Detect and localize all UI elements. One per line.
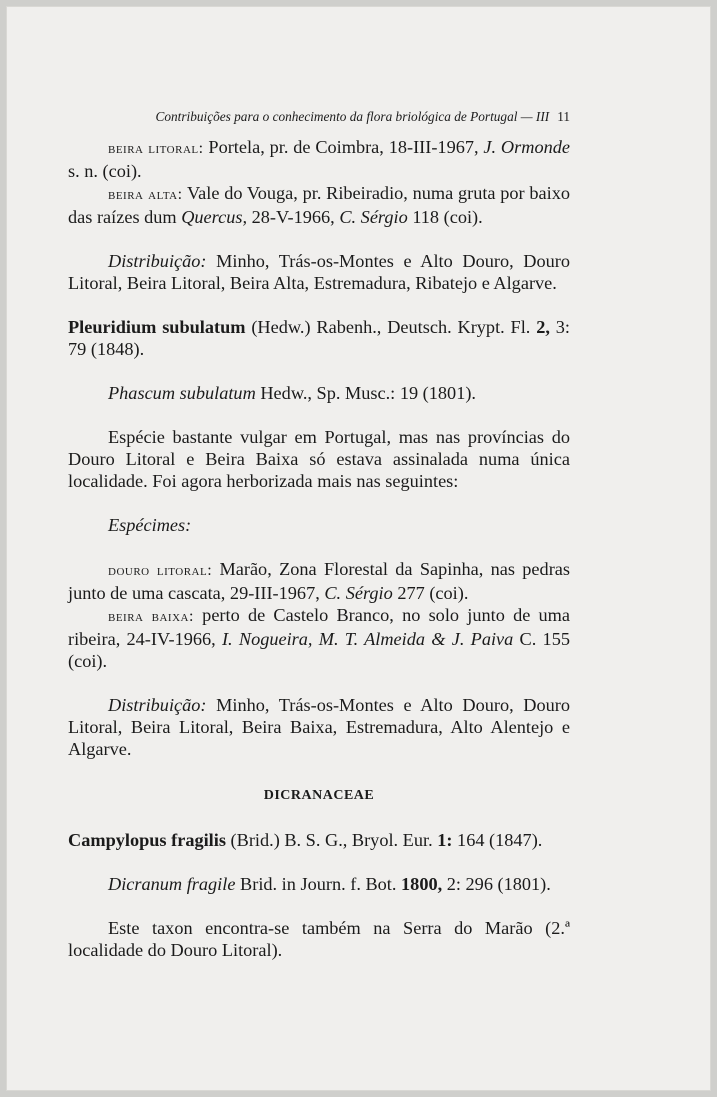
synonym-citation: Brid. in Journ. f. Bot. — [240, 874, 397, 894]
species-heading — [68, 316, 570, 360]
specimen-entry — [68, 136, 570, 182]
entry-text: C. 155 (coi). — [68, 629, 570, 671]
entry-text: Marão, Zona Florestal da Sapinha, nas pedras junto de uma cascata, 29-III-1967, — [68, 559, 571, 603]
entry-text: perto de Castelo Branco, no solo junto de uma ribeira, 24-IV-1966, — [68, 605, 571, 649]
region-label: beira alta: — [108, 186, 183, 203]
species-name: Pleuridium subulatum — [68, 317, 246, 337]
entry-text: s. n. (coi). — [68, 161, 142, 181]
collector: C. Sérgio — [339, 207, 408, 227]
species-heading — [68, 829, 570, 851]
synonym-citation: Hedw., Sp. Musc.: 19 (1801). — [260, 383, 476, 403]
collector: C. Sérgio — [324, 583, 393, 603]
distribution-label: Distribuição: — [108, 251, 207, 271]
body-paragraph: Este taxon encontra-se também na Serra do Marão (2.ª localidade do Douro Litoral). — [68, 918, 570, 960]
species-citation: (Hedw.) Rabenh., Deutsch. Krypt. Fl. — [251, 317, 531, 337]
header-title: Contribuições para o conhecimento da flora briológica de Portugal — III — [155, 109, 550, 124]
region-label: beira baixa: — [108, 608, 194, 625]
citation-rest: 3: 79 (1848). — [68, 317, 570, 359]
region-label: beira litoral: — [108, 140, 204, 157]
specimen-entry — [68, 604, 570, 672]
specimen-entry — [68, 558, 570, 604]
synonym-year: 1800, — [401, 874, 443, 894]
distribution-text: Minho, Trás-os-Montes e Alto Douro, Douro Litoral, Beira Litoral, Beira Baixa, Estremadura, Alto Alentejo e Algarve. — [68, 695, 571, 759]
page-number: 11 — [557, 109, 570, 124]
genus: Quercus, — [181, 207, 248, 227]
synonym-line — [68, 382, 570, 404]
synonym-rest: 2: 296 (1801). — [446, 874, 551, 894]
synonym-line — [68, 873, 570, 895]
distribution-paragraph — [68, 250, 570, 294]
collector: I. Nogueira, M. T. Almeida & J. Paiva — [221, 629, 514, 649]
citation-rest: 164 (1847). — [457, 830, 543, 850]
synonym-name: Phascum subulatum — [108, 383, 256, 403]
region-label: douro litoral: — [108, 562, 213, 579]
collector: J. Ormonde — [483, 137, 570, 157]
family-name: DICRANACEAE — [263, 788, 375, 803]
entry-text: Vale do Vouga, pr. Ribeiradio, numa gruta por baixo das raízes dum — [68, 183, 570, 227]
species-name: Campylopus fragilis — [68, 830, 226, 850]
entry-text: 118 (coi). — [412, 207, 483, 227]
body-paragraph: Espécie bastante vulgar em Portugal, mas nas províncias do Douro Litoral e Beira Baixa só estava assinalada numa única localidade. Foi agora herborizada mais nas seguintes: — [68, 427, 570, 491]
entry-text: Portela, pr. de Coimbra, 18-III-1967, — [208, 137, 479, 157]
specimen-entry — [68, 182, 570, 228]
page — [6, 6, 711, 1091]
volume: 1: — [437, 830, 453, 850]
entry-text: 28-V-1966, — [251, 207, 335, 227]
entry-text: 277 (coi). — [397, 583, 469, 603]
running-header — [68, 106, 570, 128]
synonym-name: Dicranum fragile — [108, 874, 236, 894]
species-citation: (Brid.) B. S. G., Bryol. Eur. — [230, 830, 433, 850]
distribution-label: Distribuição: — [108, 695, 207, 715]
specimens-heading — [68, 514, 570, 536]
family-heading — [68, 782, 570, 807]
specimens-label: Espécimes: — [108, 515, 192, 535]
distribution-paragraph — [68, 694, 570, 760]
distribution-text: Minho, Trás-os-Montes e Alto Douro, Douro Litoral, Beira Litoral, Beira Alta, Estremadura, Ribatejo e Algarve. — [68, 251, 571, 293]
page-content — [68, 106, 570, 961]
volume: 2, — [536, 317, 550, 337]
